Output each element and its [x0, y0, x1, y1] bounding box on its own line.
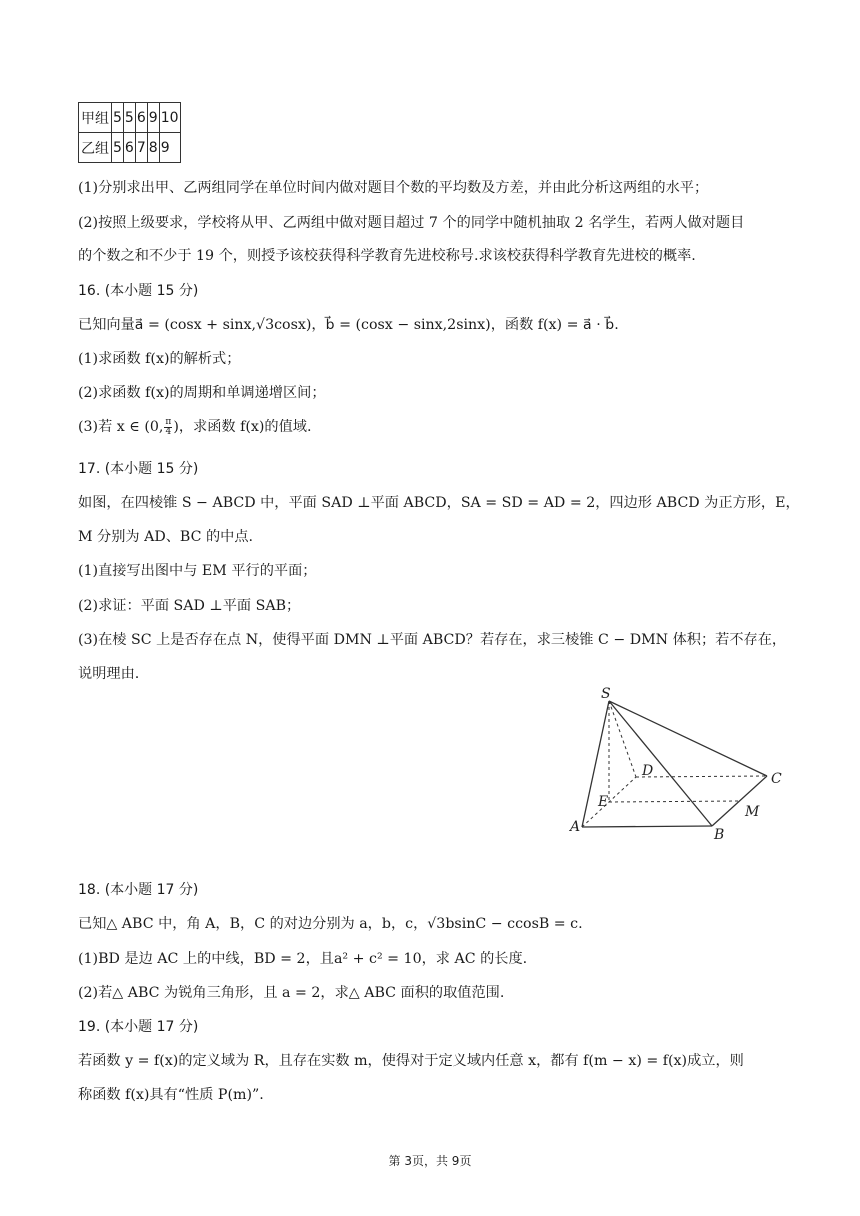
q18-heading: 18. (本小题 17 分) [78, 882, 199, 898]
q16-part3-before: (3)若 x ∈ (0, [78, 419, 164, 435]
edge-dc [636, 776, 767, 777]
label-b: B [714, 827, 725, 843]
q18-part1: (1)BD 是边 AC 上的中线，BD = 2，且a² + c² = 10，求 AC 的长度. [78, 951, 528, 967]
pyramid-figure [560, 684, 790, 844]
q16-part3-after: )，求函数 f(x)的值域. [173, 419, 312, 435]
q16-stem: 已知向量a⃗ = (cosx + sinx,√3cosx)，b⃗ = (cosx − sinx,2sinx)，函数 f(x) = a⃗ · b⃗. [78, 317, 619, 333]
q16-heading: 16. (本小题 15 分) [78, 283, 199, 299]
q15-part2-line2: 的个数之和不少于 19 个，则授予该校获得科学教育先进校称号.求该校获得科学教育先进校的概率. [78, 248, 696, 264]
q19-stem-line1: 若函数 y = f(x)的定义域为 R，且存在实数 m，使得对于定义域内任意 x，都有 f(m − x) = f(x)成立，则 [78, 1053, 744, 1069]
fraction-denominator: 4 [165, 426, 172, 437]
q18-stem: 已知△ ABC 中，角 A，B，C 的对边分别为 a，b，c，√3bsinC − ccosB = c. [78, 916, 583, 932]
table-cell: 6 [123, 133, 135, 163]
q16-part3 [78, 417, 800, 437]
edge-sb [609, 701, 712, 826]
q17-part3-line2: 说明理由. [78, 666, 140, 682]
row-label: 乙组 [79, 133, 112, 163]
q19-heading: 19. (本小题 17 分) [78, 1019, 199, 1035]
table-cell: 6 [135, 103, 147, 133]
q17-part2: (2)求证：平面 SAD ⊥平面 SAB； [78, 598, 301, 614]
q16-part2: (2)求函数 f(x)的周期和单调递增区间； [78, 385, 326, 401]
table-cell: 5 [123, 103, 135, 133]
page-footer: 第 3页，共 9页 [388, 1154, 472, 1168]
label-m: M [745, 804, 760, 820]
q16-part1: (1)求函数 f(x)的解析式； [78, 351, 241, 367]
label-s: S [601, 686, 611, 702]
q15-part2-line1: (2)按照上级要求，学校将从甲、乙两组中做对题目超过 7 个的同学中随机抽取 2 名学生，若两人做对题目 [78, 215, 745, 231]
label-e: E [598, 794, 609, 810]
q19-stem-line2: 称函数 f(x)具有“性质 P(m)”. [78, 1087, 264, 1103]
edge-sc [609, 701, 767, 776]
q17-stem-line1: 如图，在四棱锥 S − ABCD 中，平面 SAD ⊥平面 ABCD，SA = SD = AD = 2，四边形 ABCD 为正方形，E， [78, 495, 800, 511]
pi-over-4-fraction [164, 418, 172, 437]
q17-stem-line2: M 分别为 AD、BC 的中点. [78, 529, 254, 545]
table-cell: 10 [159, 103, 180, 133]
table-row [79, 103, 181, 133]
edge-em [609, 801, 740, 802]
table-cell: 5 [112, 103, 124, 133]
label-d: D [642, 763, 654, 779]
q17-part3-line1: (3)在棱 SC 上是否存在点 N，使得平面 DMN ⊥平面 ABCD？若存在，求三棱锥 C − DMN 体积；若不存在， [78, 632, 787, 648]
label-c: C [771, 771, 782, 787]
table-cell: 9 [159, 133, 180, 163]
label-a: A [570, 819, 581, 835]
table-cell: 7 [135, 133, 147, 163]
table-cell: 5 [112, 133, 124, 163]
q15-part1: (1)分别求出甲、乙两组同学在单位时间内做对题目个数的平均数及方差，并由此分析这两组的水平； [78, 180, 709, 196]
edge-ab [582, 826, 712, 827]
q18-part2: (2)若△ ABC 为锐角三角形，且 a = 2，求△ ABC 面积的取值范围. [78, 985, 505, 1001]
fraction-numerator: π [165, 416, 172, 427]
table-row [79, 133, 181, 163]
table-cell: 9 [147, 103, 159, 133]
q17-part1: (1)直接写出图中与 EM 平行的平面； [78, 563, 317, 579]
row-label: 甲组 [79, 103, 112, 133]
q17-heading: 17. (本小题 15 分) [78, 461, 199, 477]
table-cell: 8 [147, 133, 159, 163]
score-table [78, 102, 181, 163]
